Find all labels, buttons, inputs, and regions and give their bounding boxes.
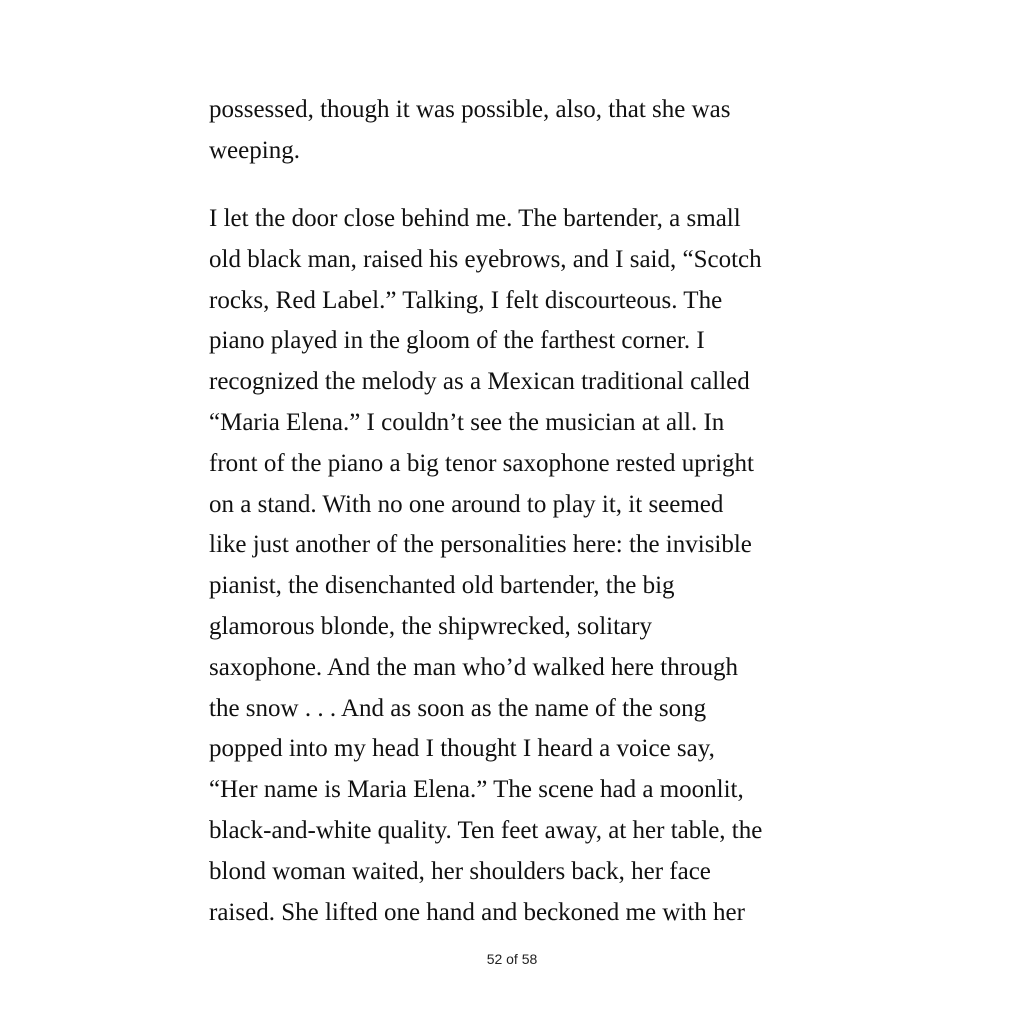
text-line: old black man, raised his eyebrows, and I said, “Scotch	[209, 245, 762, 273]
text-line: popped into my head I thought I heard a voice say,	[209, 735, 715, 763]
text-line: pianist, the disenchanted old bartender, the big	[209, 572, 675, 600]
text-line: piano played in the gloom of the farthest corner. I	[209, 327, 705, 355]
text-line: like just another of the personalities here: the invisible	[209, 531, 752, 559]
paragraph	[209, 199, 829, 933]
text-line: saxophone. And the man who’d walked here through	[209, 653, 739, 681]
text-line: weeping.	[209, 136, 300, 164]
paragraph	[209, 90, 829, 172]
text-line: on a stand. With no one around to play it, it seemed	[209, 490, 724, 518]
text-line: recognized the melody as a Mexican traditional called	[209, 368, 750, 396]
text-line: raised. She lifted one hand and beckoned me with her	[209, 898, 745, 926]
text-line: “Her name is Maria Elena.” The scene had a moonlit,	[209, 776, 744, 804]
text-line: the snow . . . And as soon as the name of the song	[209, 694, 707, 722]
page-indicator: 52 of 58	[486, 951, 538, 967]
text-line: I let the door close behind me. The bartender, a small	[209, 205, 741, 232]
text-line: glamorous blonde, the shipwrecked, solitary	[209, 612, 652, 640]
text-line: “Maria Elena.” I couldn’t see the musician at all. In	[209, 408, 725, 436]
text-line: front of the piano a big tenor saxophone rested upright	[209, 449, 754, 477]
text-line: rocks, Red Label.” Talking, I felt discourteous. The	[209, 286, 723, 314]
text-line: black-and-white quality. Ten feet away, at her table, the	[209, 816, 763, 844]
text-line: possessed, though it was possible, also, that she was	[209, 96, 731, 123]
text-line: blond woman waited, her shoulders back, her face	[209, 857, 711, 885]
